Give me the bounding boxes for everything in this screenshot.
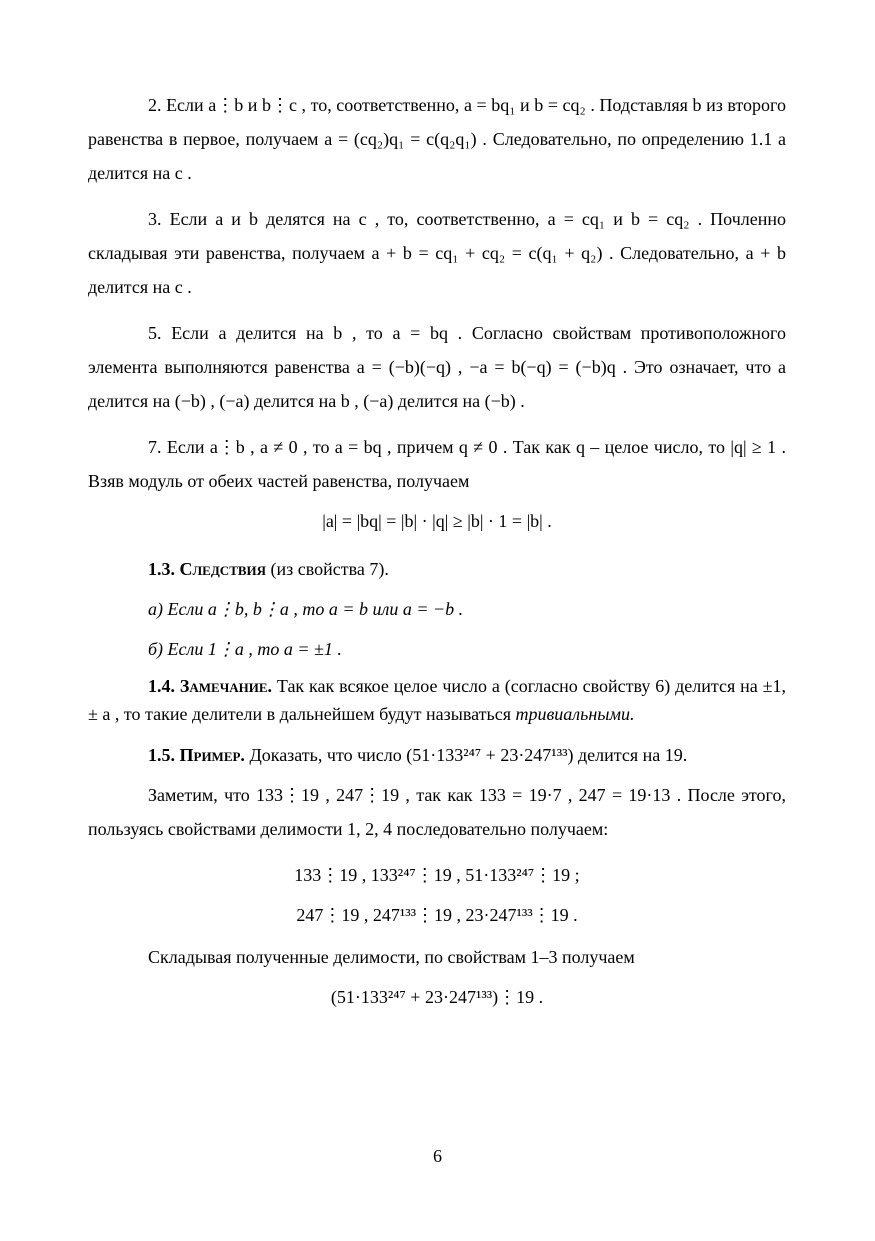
corollary-b: б) Если 1⋮a , то a = ±1 . (148, 639, 342, 659)
corollaries-heading-note: (из свойства 7). (266, 559, 389, 579)
example-text: Доказать, что число (51·133²⁴⁷ + 23·247¹³³) делится на 19. (244, 745, 688, 765)
example-line-1: 133⋮19 , 133²⁴⁷⋮19 , 51·133²⁴⁷⋮19 ; (294, 865, 580, 885)
corollaries-heading-title: Следствия (179, 559, 267, 579)
example-conclusion: Складывая полученные делимости, по свойствам 1–3 получаем (148, 947, 635, 967)
example-paragraph (88, 738, 786, 772)
remark-text: Так как всякое целое число a (согласно свойству 6) делится на ±1, ± a , то такие делители в дальнейшем будут называться (88, 676, 787, 724)
example-heading-number: 1.5. (148, 745, 175, 765)
example-conclusion-formula: (51·133²⁴⁷ + 23·247¹³³)⋮19 . (330, 987, 544, 1007)
remark-paragraph (88, 672, 786, 728)
property-7-proof: 7. Если a⋮b , a ≠ 0 , то a = bq , причем q ≠ 0 . Так как q – целое число, то |q| ≥ 1 . Взяв модуль от обеих частей равенства, получаем (88, 437, 786, 491)
remark-term: тривиальными. (515, 704, 635, 724)
property-7-formula: |a| = |bq| = |b| · |q| ≥ |b| · 1 = |b| . (322, 511, 552, 531)
property-5-proof: 5. Если a делится на b , то a = bq . Согласно свойствам противоположного элемента выполняются равенства a = (−b)(−q) , −a = b(−q) = (−b)q . Это означает, что a делится на (−b) , (−a) делится на b , (−a) делится на (−b) . (88, 323, 786, 411)
remark-heading-number: 1.4. (148, 676, 175, 696)
example-line-2: 247⋮19 , 247¹³³⋮19 , 23·247¹³³⋮19 . (296, 905, 578, 925)
property-2-proof: 2. Если a⋮b и b⋮c , то, соответственно, a = bq₁ и b = cq₂ . Подставляя b из второго равенства в первое, получаем a = (cq₂)q₁ = c(q₂q₁) . Следовательно, по определению 1.1 a делится на c . (88, 95, 786, 183)
corollaries-heading-number: 1.3. (148, 559, 175, 579)
page-number: 6 (433, 1146, 442, 1166)
example-heading-title: Пример. (179, 745, 245, 765)
property-3-proof: 3. Если a и b делятся на c , то, соответственно, a = cq₁ и b = cq₂ . Почленно складывая эти равенства, получаем a + b = cq₁ + cq₂ = c(q₁ + q₂) . Следовательно, a + b делится на c . (88, 209, 786, 297)
corollaries-heading (88, 552, 786, 586)
remark-heading-title: Замечание. (179, 676, 273, 696)
example-note: Заметим, что 133⋮19 , 247⋮19 , так как 133 = 19·7 , 247 = 19·13 . После этого, пользуясь свойствами делимости 1, 2, 4 последовательно получаем: (88, 785, 786, 839)
corollary-a: а) Если a⋮b, b⋮a , то a = b или a = −b . (148, 599, 464, 619)
document-page (88, 88, 786, 1020)
